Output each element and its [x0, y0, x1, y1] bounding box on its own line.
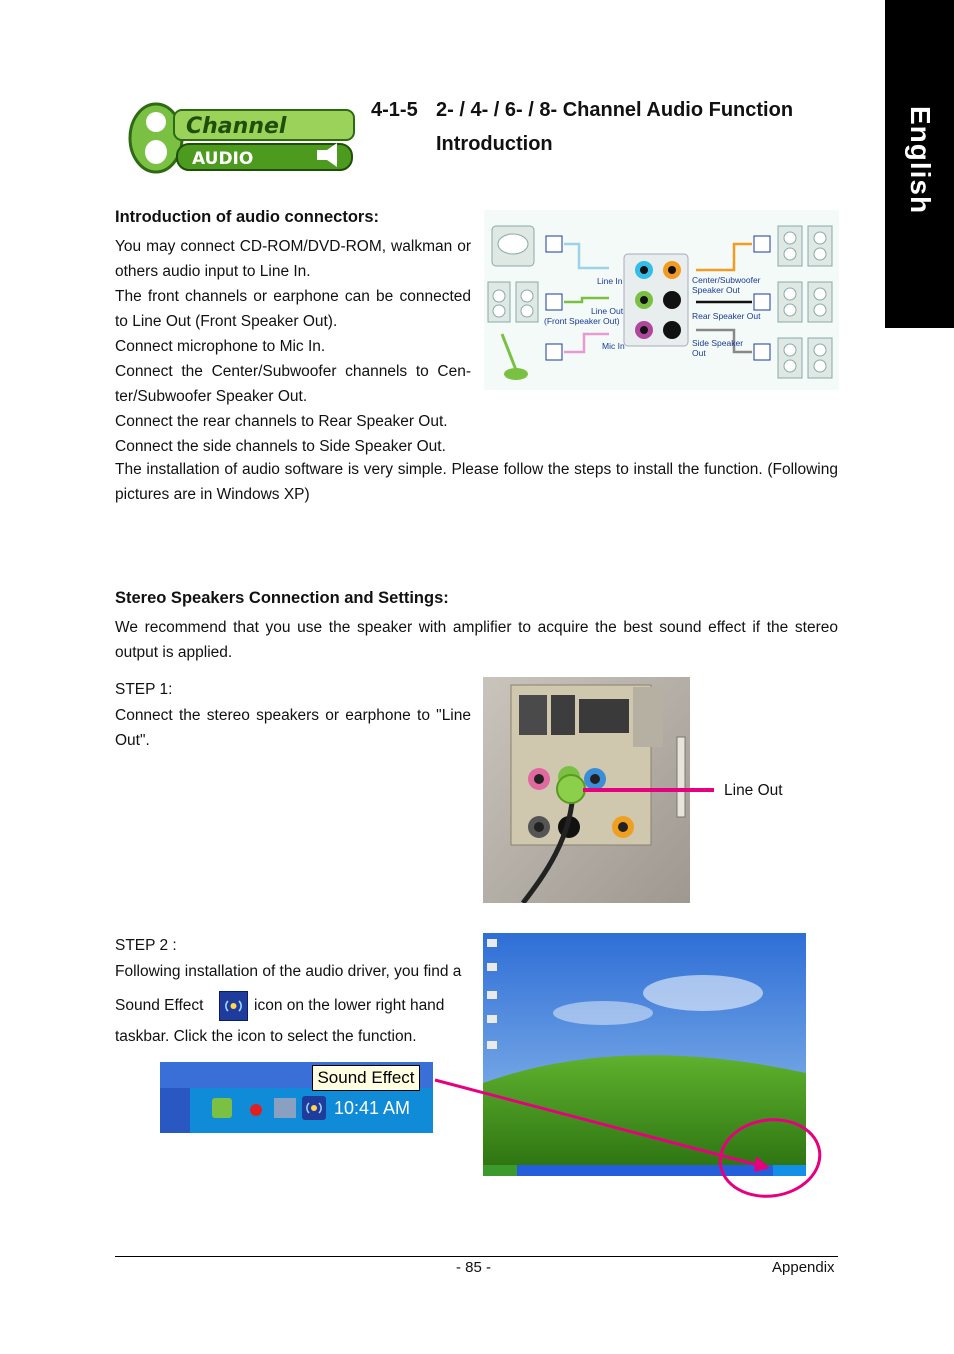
intro-para-mic: Connect microphone to Mic In.	[115, 338, 326, 355]
intro-para-rear: Connect the rear channels to Rear Speaker Out.	[115, 413, 448, 430]
section-number: 4-1-5	[371, 99, 418, 121]
intro-heading: Introduction of audio connectors:	[115, 208, 379, 226]
callout-arrow	[420, 1060, 830, 1210]
intro-text	[115, 234, 471, 459]
tray-clock: 10:41 AM	[334, 1098, 411, 1118]
step2-line3: taskbar. Click the icon to select the function.	[115, 1028, 417, 1045]
connector-diagram	[484, 210, 839, 390]
8-channel-audio-logo	[122, 98, 362, 178]
intro-para-side: Connect the side channels to Side Speaker Out.	[115, 438, 446, 455]
label-line-in: Line In	[597, 276, 623, 286]
step1-text: Connect the stereo speakers or earphone to "Line Out".	[115, 707, 471, 749]
sound-effect-tray-icon[interactable]	[302, 1096, 326, 1120]
sound-effect-tooltip: Sound Effect	[312, 1065, 420, 1091]
page-number: - 85 -	[456, 1259, 492, 1276]
step2-line1: Following installation of the audio driver, you find a	[115, 963, 462, 980]
error-icon[interactable]	[250, 1104, 262, 1116]
taskbar-zoom	[160, 1062, 433, 1133]
line-out-callout-label: Line Out	[724, 782, 783, 799]
network-icon[interactable]	[212, 1098, 232, 1118]
label-side-speaker: Side Speaker	[692, 338, 744, 348]
footer-rule	[115, 1256, 838, 1257]
label-side-out: Out	[692, 348, 706, 358]
sound-effect-icon[interactable]	[219, 991, 248, 1021]
install-text: The installation of audio software is very simple. Please follow the steps to install the function. (Following pictures are in Windows XP)	[115, 461, 838, 503]
label-center-subwoofer: Center/Subwoofer	[692, 275, 761, 285]
label-speaker-out: Speaker Out	[692, 285, 740, 295]
section-title-line1: 2- / 4- / 6- / 8- Channel Audio Function	[436, 99, 794, 121]
language-tab-label: English	[904, 105, 936, 215]
intro-para-line-out: The front channels or earphone can be connected to Line Out (Front Speaker Out).	[115, 288, 471, 330]
stereo-text: We recommend that you use the speaker with amplifier to acquire the best sound effect if the stereo output is applied.	[115, 619, 838, 661]
intro-para-line-in: You may connect CD-ROM/DVD-ROM, walkman or others audio input to Line In.	[115, 238, 471, 280]
step1-label: STEP 1:	[115, 681, 173, 698]
section-title-line2: Introduction	[436, 133, 553, 155]
label-rear-speaker-out: Rear Speaker Out	[692, 311, 761, 321]
stereo-heading: Stereo Speakers Connection and Settings:	[115, 589, 449, 607]
label-front-speaker-out: (Front Speaker Out)	[544, 316, 620, 326]
label-line-out: Line Out	[591, 306, 624, 316]
step2-line2-pre: Sound Effect	[115, 997, 204, 1014]
intro-para-center: Connect the Center/Subwoofer channels to Cen-ter/Subwoofer Speaker Out.	[115, 363, 471, 405]
svg-text:Channel: Channel	[186, 114, 287, 139]
line-out-callout-line	[583, 788, 714, 792]
label-mic-in: Mic In	[602, 341, 625, 351]
svg-text:AUDIO: AUDIO	[192, 149, 254, 169]
step2-line2-post: icon on the lower right hand	[254, 997, 445, 1014]
language-tab	[885, 0, 954, 328]
printer-icon[interactable]	[274, 1098, 296, 1118]
step2-label: STEP 2 :	[115, 937, 177, 954]
footer-section: Appendix	[772, 1259, 835, 1276]
